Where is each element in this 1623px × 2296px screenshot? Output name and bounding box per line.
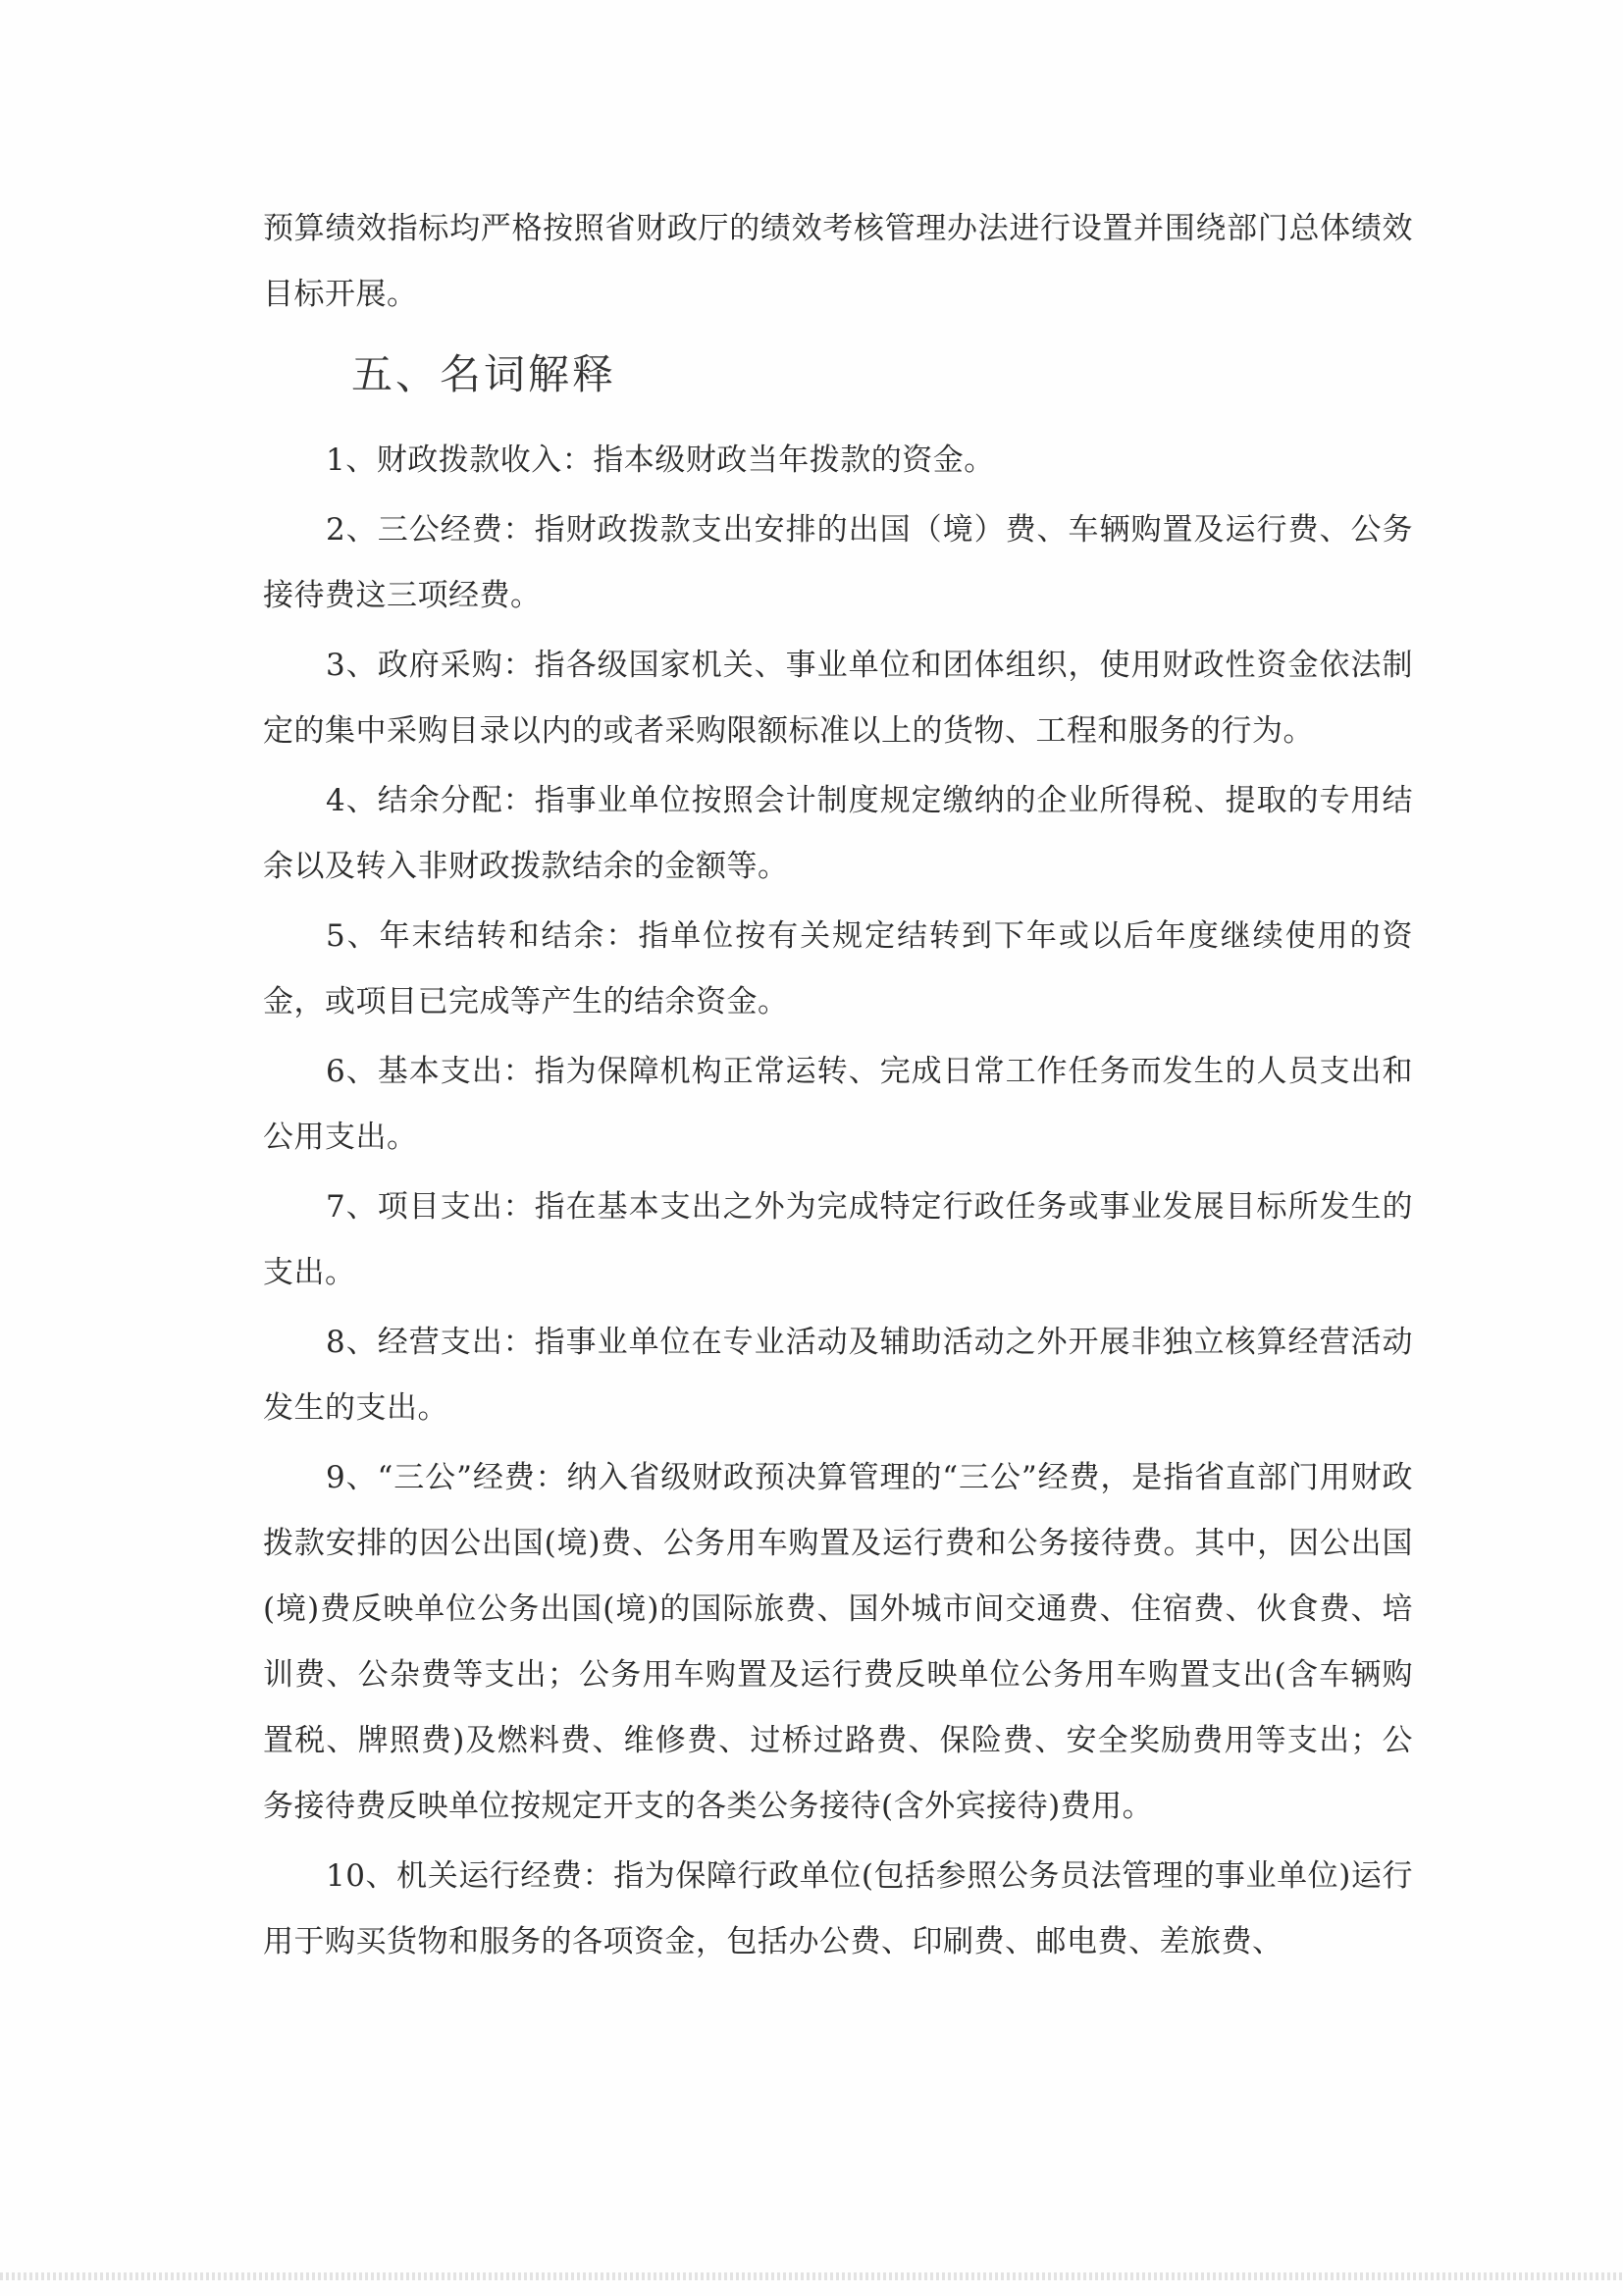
definition-2: 2、三公经费：指财政拨款支出安排的出国（境）费、车辆购置及运行费、公务接待费这三项经费。 [263,512,1413,613]
scan-edge-divider [0,2272,1623,2280]
definition-10: 10、机关运行经费：指为保障行政单位(包括参照公务员法管理的事业单位)运行用于购买货物和服务的各项资金，包括办公费、印刷费、邮电费、差旅费、 [263,1858,1413,1959]
definition-7: 7、项目支出：指在基本支出之外为完成特定行政任务或事业发展目标所发生的支出。 [263,1189,1413,1290]
continuation-paragraph: 预算绩效指标均严格按照省财政厅的绩效考核管理办法进行设置并围绕部门总体绩效目标开展。 [263,211,1413,312]
definition-4: 4、结余分配：指事业单位按照会计制度规定缴纳的企业所得税、提取的专用结余以及转入非财政拨款结余的金额等。 [263,783,1413,884]
definition-1: 1、财政拨款收入：指本级财政当年拨款的资金。 [326,443,995,478]
definition-8: 8、经营支出：指事业单位在专业活动及辅助活动之外开展非独立核算经营活动发生的支出。 [263,1325,1413,1426]
document-body [263,196,1413,1979]
definition-6: 6、基本支出：指为保障机构正常运转、完成日常工作任务而发生的人员支出和公用支出。 [263,1054,1413,1155]
definition-5: 5、年末结转和结余：指单位按有关规定结转到下年或以后年度继续使用的资金，或项目已完成等产生的结余资金。 [263,918,1413,1019]
section-heading: 五、名词解释 [351,350,617,398]
definition-3: 3、政府采购：指各级国家机关、事业单位和团体组织，使用财政性资金依法制定的集中采购目录以内的或者采购限额标准以上的货物、工程和服务的行为。 [263,648,1413,749]
definition-9: 9、“三公”经费：纳入省级财政预决算管理的“三公”经费，是指省直部门用财政拨款安排的因公出国(境)费、公务用车购置及运行费和公务接待费。其中，因公出国(境)费反映单位公务出国(境)的国际旅费、国外城市间交通费、住宿费、伙食费、培训费、公杂费等支出；公务用车购置及运行费反映单位公务用车购置支出(含车辆购置税、牌照费)及燃料费、维修费、过桥过路费、保险费、安全奖励费用等支出；公务接待费反映单位按规定开支的各类公务接待(含外宾接待)费用。 [263,1460,1413,1824]
